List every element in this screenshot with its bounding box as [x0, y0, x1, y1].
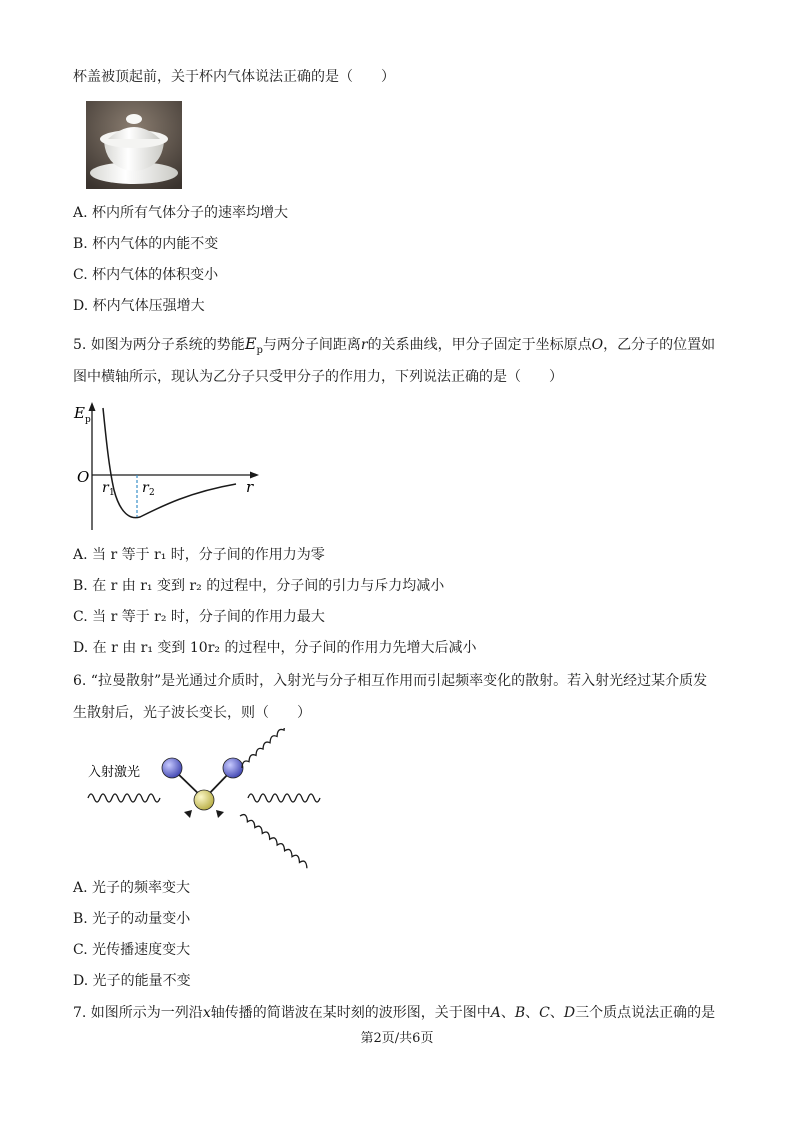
q4-option-c: C. 杯内气体的体积变小 — [73, 267, 219, 283]
molecule-atom-right — [223, 758, 243, 778]
molecule-atom-left — [162, 758, 182, 778]
q7-sep3: 、 — [549, 1005, 564, 1021]
y-label: E — [74, 404, 85, 422]
q5-ep-subscript: p — [256, 344, 263, 356]
q6-option-b: B. 光子的动量变小 — [73, 911, 191, 927]
y-axis-arrow — [89, 402, 96, 411]
q6-stem-line1: 6. “拉曼散射”是光通过介质时，入射光与分子相互作用而引起频率变化的散射。若入射光经过某介质发 — [73, 673, 708, 689]
q7-x-symbol: x — [202, 1005, 211, 1021]
scattered-wave-down — [240, 800, 308, 878]
q7-stem-part1: 7. 如图所示为一列沿 — [73, 1005, 203, 1021]
y-label-sub: p — [85, 415, 91, 425]
q5-stem-part3: 的关系曲线，甲分子固定于坐标原点 — [367, 337, 592, 353]
q6-option-c: C. 光传播速度变大 — [73, 942, 191, 958]
x-label: r — [246, 478, 254, 496]
scattered-wave-up — [234, 728, 313, 768]
potential-energy-graph — [70, 398, 270, 533]
q7-sep1: 、 — [500, 1005, 515, 1021]
origin-label: O — [77, 468, 90, 486]
q5-option-b: B. 在 r 由 r₁ 变到 r₂ 的过程中，分子间的引力与斥力均减小 — [73, 578, 445, 594]
q4-option-a: A. 杯内所有气体分子的速率均增大 — [73, 205, 289, 221]
vibration-arrow-right — [216, 810, 224, 818]
q6-option-a: A. 光子的频率变大 — [73, 880, 191, 896]
q4-option-b: B. 杯内气体的内能不变 — [73, 236, 219, 252]
q5-stem-part4: ，乙分子的位置如 — [603, 337, 716, 353]
q5-r-symbol: r — [360, 337, 368, 353]
page-footer: 第2页/共6页 — [360, 1031, 434, 1046]
q7-point-b: B — [514, 1005, 526, 1021]
r1-sub: 1 — [109, 488, 115, 498]
q7-stem-part2: 轴传播的简谐波在某时刻的波形图，关于图中 — [210, 1005, 491, 1021]
q7-point-a: A — [490, 1005, 501, 1021]
raman-scattering-figure — [82, 728, 332, 878]
q5-option-d: D. 在 r 由 r₁ 变到 10r₂ 的过程中，分子间的作用力先增大后减小 — [73, 640, 477, 656]
scattered-wave-right — [248, 794, 320, 802]
q7-sep2: 、 — [525, 1005, 540, 1021]
q4-stem: 杯盖被顶起前，关于杯内气体说法正确的是（ ） — [73, 69, 395, 85]
potential-curve — [103, 408, 236, 518]
q5-ep-symbol: E — [244, 334, 257, 353]
incident-wave — [88, 794, 160, 802]
incident-laser-label: 入射激光 — [88, 765, 141, 780]
r2-label: r — [142, 480, 149, 496]
q5-stem-line1 — [73, 335, 715, 360]
q7-point-d: D — [563, 1005, 576, 1021]
q7-point-c: C — [539, 1005, 550, 1021]
q6-stem-line2: 生散射后，光子波长变长，则（ ） — [73, 705, 311, 721]
q6-option-d: D. 光子的能量不变 — [73, 973, 191, 989]
q5-number: 5. — [73, 337, 87, 353]
q5-o-symbol: O — [591, 337, 604, 353]
q5-option-a: A. 当 r 等于 r₁ 时，分子间的作用力为零 — [73, 547, 325, 563]
vibration-arrow-left — [184, 810, 192, 818]
q5-stem-line2: 图中横轴所示，现认为乙分子只受甲分子的作用力，下列说法正确的是（ ） — [73, 369, 563, 385]
q5-stem-part2: 与两分子间距离 — [262, 337, 361, 353]
teacup-photo — [86, 101, 182, 189]
q5-stem-part1: 如图为两分子系统的势能 — [90, 337, 245, 353]
r1-label: r — [102, 480, 109, 496]
r2-sub: 2 — [149, 488, 155, 498]
q7-stem-line1 — [73, 1004, 715, 1022]
q7-stem-part3: 三个质点说法正确的是 — [575, 1005, 716, 1021]
q5-option-c: C. 当 r 等于 r₂ 时，分子间的作用力最大 — [73, 609, 325, 625]
molecule-atom-center — [194, 790, 214, 810]
q4-option-d: D. 杯内气体压强增大 — [73, 298, 205, 314]
